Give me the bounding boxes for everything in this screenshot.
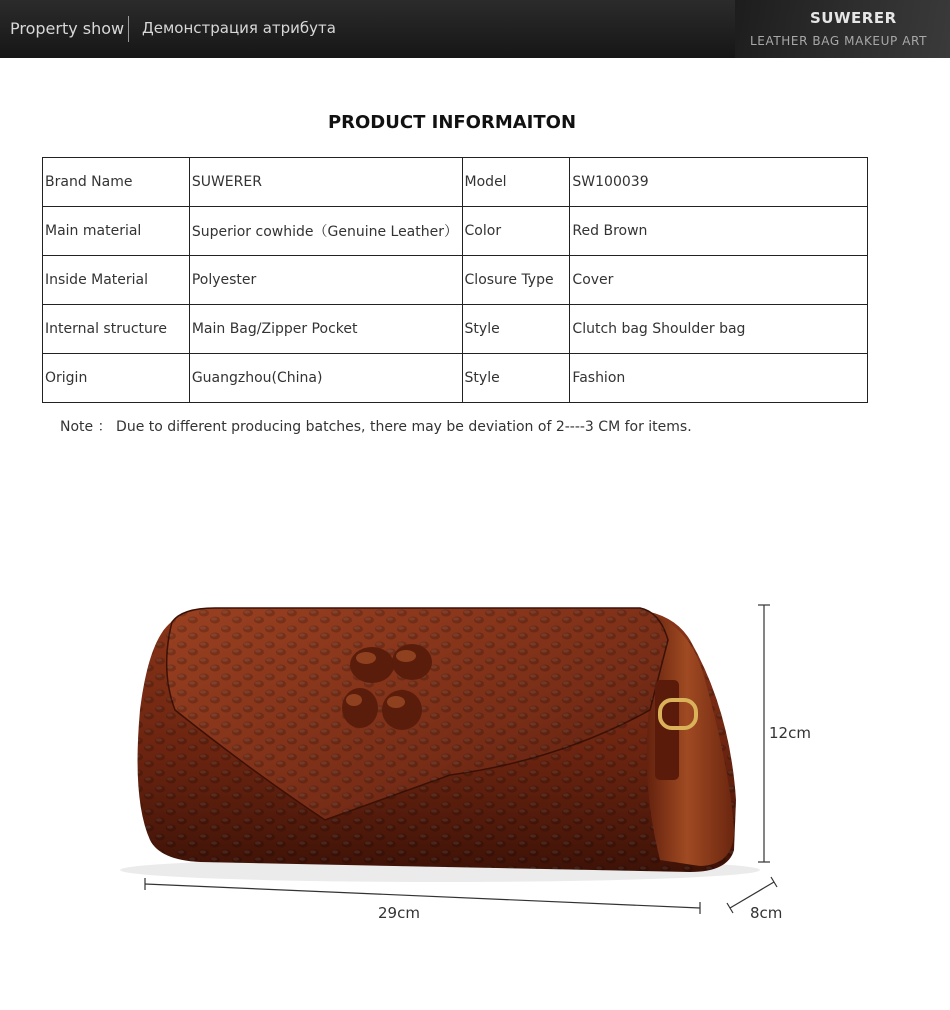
table-row (43, 256, 868, 305)
table-row (43, 207, 868, 256)
brand-tagline: LEATHER BAG MAKEUP ART (750, 34, 928, 48)
table-row (43, 158, 868, 207)
brand-logo: SUWERER (810, 9, 897, 27)
tab-divider (128, 16, 129, 42)
table-cell-value: Superior cowhide（Genuine Leather） (189, 207, 462, 256)
length-dimension-line (145, 878, 700, 914)
tab-property-show[interactable]: Property show (10, 19, 125, 38)
table-cell-label: Brand Name (43, 158, 190, 207)
table-cell-label: Main material (43, 207, 190, 256)
table-cell-value: Polyester (189, 256, 462, 305)
table-cell-label: Style (462, 305, 570, 354)
table-cell-value: SW100039 (570, 158, 868, 207)
length-label: 29cm (378, 904, 420, 922)
table-cell-label: Color (462, 207, 570, 256)
depth-label: 8cm (750, 904, 783, 922)
table-cell-value: SUWERER (189, 158, 462, 207)
table-row (43, 305, 868, 354)
tab-attribute-show[interactable]: Демонстрация атрибута (142, 19, 336, 37)
table-cell-label: Origin (43, 354, 190, 403)
table-cell-label: Closure Type (462, 256, 570, 305)
section-title: PRODUCT INFORMAITON (327, 112, 577, 133)
table-cell-label: Internal structure (43, 305, 190, 354)
deviation-note: Note ： Due to different producing batches, there may be deviation of 2----3 CM for items. (60, 419, 692, 435)
table-cell-label: Style (462, 354, 570, 403)
height-label: 12cm (769, 724, 811, 742)
table-cell-label: Inside Material (43, 256, 190, 305)
product-image (0, 560, 950, 940)
table-cell-value: Main Bag/Zipper Pocket (189, 305, 462, 354)
product-info-table (42, 157, 868, 403)
table-cell-value: Cover (570, 256, 868, 305)
table-cell-value: Guangzhou(China) (189, 354, 462, 403)
table-cell-value: Clutch bag Shoulder bag (570, 305, 868, 354)
table-cell-value: Fashion (570, 354, 868, 403)
table-cell-label: Model (462, 158, 570, 207)
table-cell-value: Red Brown (570, 207, 868, 256)
table-row (43, 354, 868, 403)
